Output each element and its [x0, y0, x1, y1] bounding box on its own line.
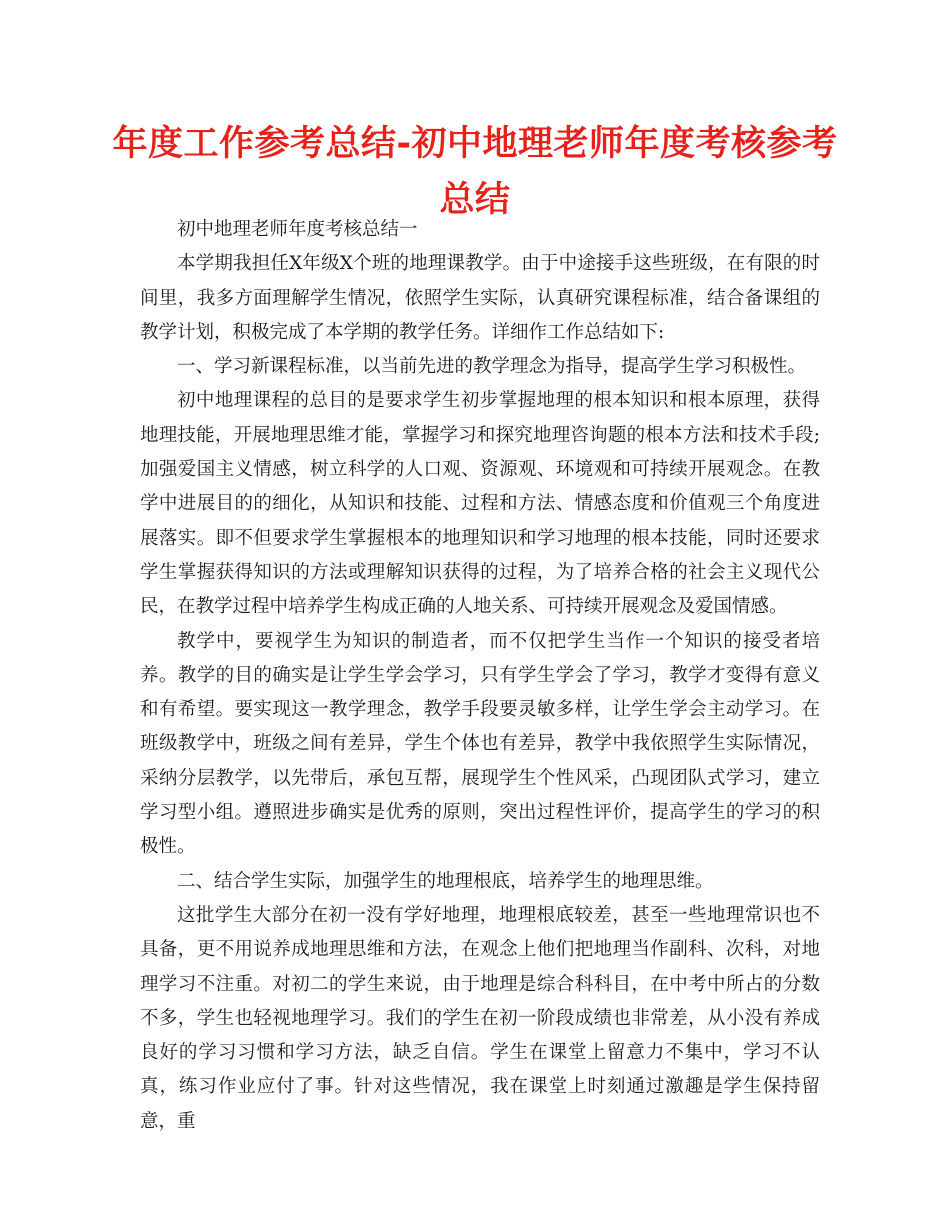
- section-heading: 一、学习新课程标准，以当前先进的教学理念为指导，提高学生学习积极性。: [177, 356, 807, 378]
- body-paragraph: 这批学生大部分在初一没有学好地理，地理根底较差，甚至一些地理常识也不具备，更不用说养成地理思维和方法，在观念上他们把地理当作副科、次科，对地理学习不注重。对初二的学生来说，由于地理是综合科科目，在中考中所占的分数不多，学生也轻视地理学习。我们的学生在初一阶段成绩也非常差，从小没有养成良好的学习习惯和学习方法，缺乏自信。学生在课堂上留意力不集中，学习不认真，练习作业应付了事。针对这些情况，我在课堂上时刻通过激趣是学生保持留意，重: [140, 904, 820, 1132]
- document-title: 年度工作参考总结-初中地理老师年度考核参考总结: [112, 124, 838, 220]
- body-paragraph: 教学中，要视学生为知识的制造者，而不仅把学生当作一个知识的接受者培养。教学的目的确实是让学生学会学习，只有学生学会了学习，教学才变得有意义和有希望。要实现这一教学理念，教学手段要灵敏多样，让学生学会主动学习。在班级教学中，班级之间有差异，学生个体也有差异，教学中我依照学生实际情况，采纳分层教学，以先带后，承包互帮，展现学生个性风采，凸现团队式学习，建立学习型小组。遵照进步确实是优秀的原则，突出过程性评价，提高学生的学习的积极性。: [140, 630, 820, 858]
- section-heading: 二、结合学生实际，加强学生的地理根底，培养学生的地理思维。: [177, 870, 714, 892]
- body-paragraph: 初中地理课程的总目的是要求学生初步掌握地理的根本知识和根本原理，获得地理技能，开展地理思维才能，掌握学习和探究地理咨询题的根本方法和技术手段;加强爱国主义情感，树立科学的人口观、资源观、环境观和可持续开展观念。在教学中进展目的的细化，从知识和技能、过程和方法、情感态度和价值观三个角度进展落实。即不但要求学生掌握根本的地理知识和学习地理的根本技能，同时还要求学生掌握获得知识的方法或理解知识获得的过程，为了培养合格的社会主义现代公民，在教学过程中培养学生构成正确的人地关系、可持续开展观念及爱国情感。: [140, 390, 820, 618]
- section-heading: 初中地理老师年度考核总结一: [177, 219, 418, 240]
- document-body: [140, 213, 820, 1139]
- body-paragraph: 本学期我担任X年级X个班的地理课教学。由于中途接手这些班级，在有限的时间里，我多方面理解学生情况，依照学生实际，认真研究课程标准，结合备课组的教学计划，积极完成了本学期的教学任务。详细作工作总结如下:: [140, 253, 820, 343]
